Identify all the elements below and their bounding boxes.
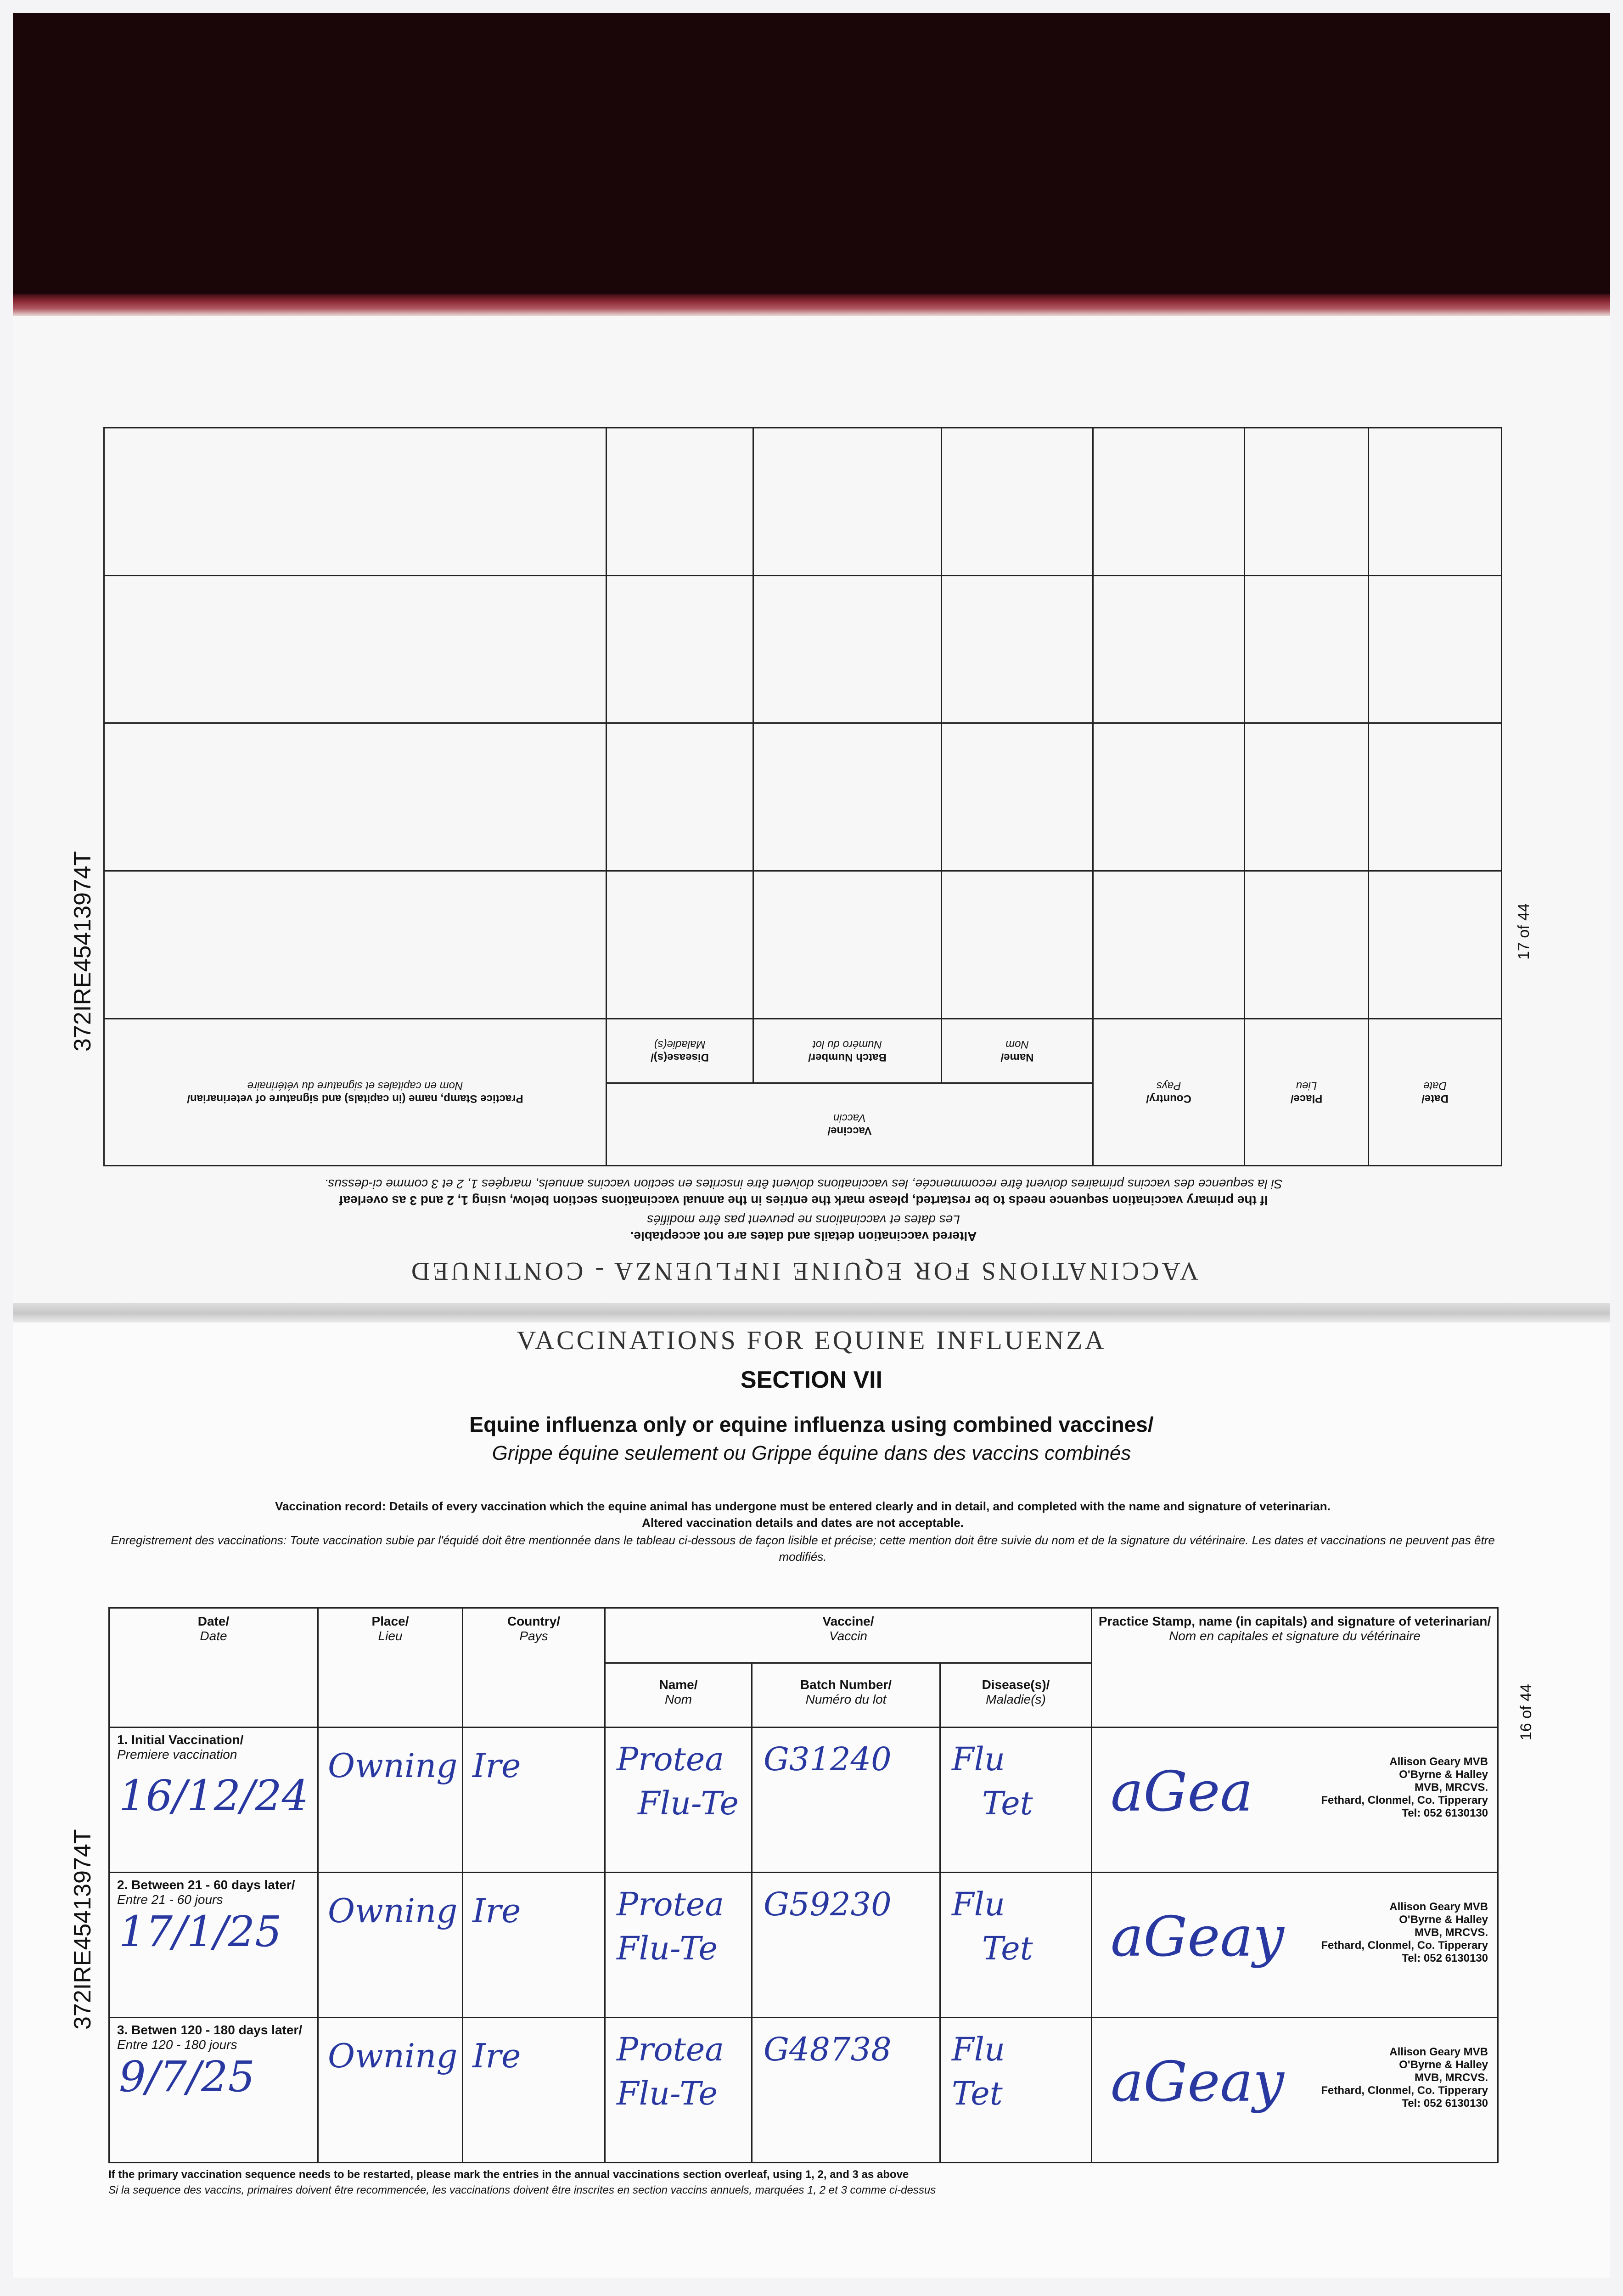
subtitle-fr: Grippe équine seulement ou Grippe équine dans des vaccins combinés bbox=[492, 1442, 1131, 1464]
row-date-cell bbox=[109, 1873, 318, 2018]
vaccine-name-entry-2: Flu-Te bbox=[617, 1930, 718, 1967]
vet-signature: aGeay bbox=[1111, 1905, 1284, 1969]
date-entry: 16/12/24 bbox=[119, 1771, 309, 1820]
dark-background bbox=[13, 13, 1610, 304]
upper-page-title: VACCINATIONS FOR EQUINE INFLUENZA - CONTINUED bbox=[408, 1257, 1199, 1285]
table-row bbox=[109, 1728, 1498, 1873]
date-entry: 17/1/25 bbox=[119, 1907, 282, 1956]
table-row bbox=[109, 2018, 1498, 2163]
batch-entry: G48738 bbox=[764, 2031, 892, 2068]
row-label: 1. Initial Vaccination/ bbox=[117, 1733, 244, 1747]
document-id-upper: 372IRE45413974T bbox=[69, 851, 96, 1052]
country-entry: Ire bbox=[472, 1891, 521, 1930]
place-entry: Owning bbox=[328, 2037, 458, 2075]
upper-empty-row bbox=[104, 723, 1501, 871]
practice-stamp: Allison Geary MVB O'Byrne & Halley MVB, MRCVS. Fethard, Clonmel, Co. Tipperary Tel: 052 6130130 bbox=[1321, 1756, 1488, 1819]
disease-entry: Flu bbox=[952, 2031, 1005, 2068]
upper-header-date: Date/ Date bbox=[1369, 1019, 1502, 1166]
row-label-fr: Premiere vaccination bbox=[117, 1747, 237, 1761]
footnote-en: If the primary vaccination sequence needs to be restarted, please mark the entries in the annual vaccinations section overleaf, using 1, 2, and 3 as above bbox=[108, 2168, 909, 2181]
vet-signature: aGeay bbox=[1111, 2050, 1284, 2114]
row-date-cell bbox=[109, 2018, 318, 2163]
upper-restart-en: If the primary vaccination sequence needs to be restarted, please mark the entries in the annual vaccinations section below, using 1, 2 and 3 as overleaf bbox=[339, 1193, 1268, 1208]
disease-entry: Flu bbox=[952, 1740, 1005, 1778]
lower-page-number: 16 of 44 bbox=[1517, 1684, 1535, 1740]
upper-empty-row bbox=[104, 871, 1501, 1019]
section-number: SECTION VII bbox=[740, 1367, 883, 1393]
upper-header-vaccine: Vaccine/ Vaccin bbox=[606, 1083, 1093, 1166]
practice-stamp: Allison Geary MVB O'Byrne & Halley MVB, MRCVS. Fethard, Clonmel, Co. Tipperary Tel: 052 6130130 bbox=[1321, 2046, 1488, 2110]
record-instructions-en2: Altered vaccination details and dates are not acceptable. bbox=[642, 1516, 964, 1530]
header-name: Name/ Nom bbox=[605, 1663, 752, 1728]
page-fold bbox=[13, 1303, 1610, 1323]
row-label-fr: Entre 120 - 180 jours bbox=[117, 2037, 237, 2052]
disease-entry-2: Tet bbox=[952, 2075, 1003, 2112]
disease-entry-2: Tet bbox=[982, 1784, 1033, 1822]
upper-vaccination-table bbox=[103, 427, 1502, 1166]
upper-altered-en: Altered vaccination details and dates are not acceptable. bbox=[630, 1229, 977, 1244]
disease-entry-2: Tet bbox=[982, 1930, 1033, 1967]
vaccine-name-entry-2: Flu-Te bbox=[638, 1784, 739, 1822]
upper-header-stamp: Practice Stamp, name (in capitals) and signature of veterinarian/ Nom en capitales et signature du vétérinaire bbox=[104, 1019, 606, 1166]
batch-entry: G59230 bbox=[764, 1885, 892, 1923]
upper-restart-fr: Si la sequence des vaccins primaires doivent être recommencée, les vaccinations doivent être inscrites en section vaccins annuels, marqées 1, 2 et 3 comme ci-dessus. bbox=[324, 1177, 1283, 1191]
upper-header-country: Country/ Pays bbox=[1093, 1019, 1245, 1166]
vaccination-table bbox=[108, 1607, 1499, 2163]
header-country: Country/ Pays bbox=[463, 1608, 605, 1728]
vaccine-name-entry: Protea bbox=[617, 1740, 724, 1778]
upper-header-name: Name/ Nom bbox=[942, 1019, 1093, 1083]
row-label-fr: Entre 21 - 60 jours bbox=[117, 1892, 223, 1907]
header-place: Place/ Lieu bbox=[318, 1608, 463, 1728]
place-entry: Owning bbox=[328, 1746, 458, 1785]
disease-entry: Flu bbox=[952, 1885, 1005, 1923]
upper-header-batch: Batch Number/ Numéro du lot bbox=[753, 1019, 942, 1083]
vaccine-name-entry-2: Flu-Te bbox=[617, 2075, 718, 2112]
upper-altered-fr: Les dates et vaccinations ne peuvent pas être modifiés bbox=[647, 1213, 960, 1227]
row-label: 3. Betwen 120 - 180 days later/ bbox=[117, 2023, 303, 2037]
header-disease: Disease(s)/ Maladie(s) bbox=[940, 1663, 1092, 1728]
practice-stamp: Allison Geary MVB O'Byrne & Halley MVB, MRCVS. Fethard, Clonmel, Co. Tipperary Tel: 052 6130130 bbox=[1321, 1901, 1488, 1964]
row-date-cell bbox=[109, 1728, 318, 1873]
date-entry: 9/7/25 bbox=[119, 2052, 255, 2101]
batch-entry: G31240 bbox=[764, 1740, 892, 1778]
header-vaccine: Vaccine/ Vaccin bbox=[605, 1608, 1092, 1663]
country-entry: Ire bbox=[472, 2037, 521, 2075]
header-stamp: Practice Stamp, name (in capitals) and signature of veterinarian/ Nom en capitales et signature du vétérinaire bbox=[1092, 1608, 1498, 1728]
document-id-lower: 372IRE45413974T bbox=[69, 1829, 96, 2030]
vaccine-name-entry: Protea bbox=[617, 1885, 724, 1923]
row-label: 2. Between 21 - 60 days later/ bbox=[117, 1878, 295, 1892]
lower-page-title: VACCINATIONS FOR EQUINE INFLUENZA bbox=[517, 1325, 1106, 1355]
vaccine-name-entry: Protea bbox=[617, 2031, 724, 2068]
upper-page-flipped bbox=[101, 422, 1506, 1286]
subtitle-en: Equine influenza only or equine influenza using combined vaccines/ bbox=[469, 1412, 1154, 1436]
footnote-fr: Si la sequence des vaccins, primaires doivent être recommencée, les vaccinations doivent être inscrites en section vaccins annuels, marquées 1, 2 et 3 comme ci-dessus bbox=[108, 2184, 936, 2196]
upper-header-disease: Disease(s)/ Maladie(s) bbox=[606, 1019, 753, 1083]
record-instructions-en: Vaccination record: Details of every vaccination which the equine animal has undergone must be entered clearly and in detail, and completed with the name and signature of veterinarian. bbox=[275, 1499, 1331, 1513]
upper-empty-row bbox=[104, 428, 1501, 576]
record-instructions-fr: Enregistrement des vaccinations: Toute vaccination subie par l'équidé doit être mentionnée dans le tableau ci-dessous de façon lisible et précise; cette mention doit être suivie du nom et de la signature du vétérinaire. Les dates et vaccinations ne peuvent pas être modifiés. bbox=[111, 1533, 1495, 1564]
header-batch: Batch Number/ Numéro du lot bbox=[752, 1663, 940, 1728]
vet-signature: aGea bbox=[1111, 1760, 1253, 1824]
country-entry: Ire bbox=[472, 1746, 521, 1785]
header-date: Date/ Date bbox=[109, 1608, 318, 1728]
place-entry: Owning bbox=[328, 1891, 458, 1930]
upper-page-number: 17 of 44 bbox=[1515, 903, 1533, 960]
passport-cover-edge bbox=[13, 294, 1610, 316]
upper-header-place: Place/ Lieu bbox=[1245, 1019, 1369, 1166]
upper-empty-row bbox=[104, 575, 1501, 723]
table-row bbox=[109, 1873, 1498, 2018]
